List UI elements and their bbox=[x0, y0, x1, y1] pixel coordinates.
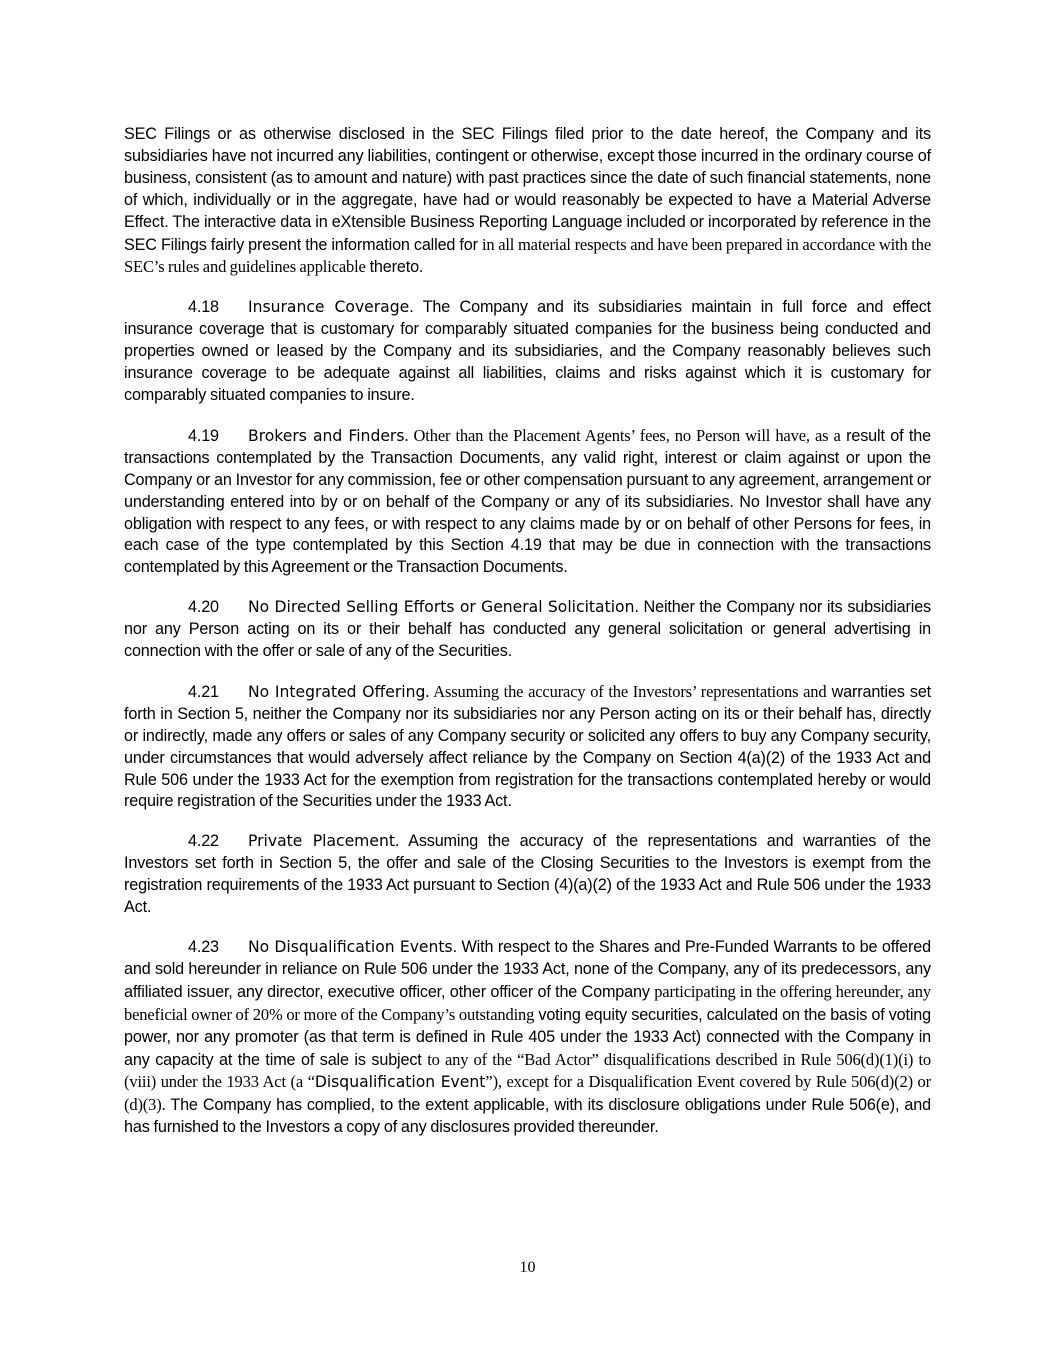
continuation-text-end: thereto. bbox=[365, 258, 424, 277]
section-4-23 bbox=[124, 937, 931, 1139]
section-title: No Directed Selling Efforts or General Solicitation bbox=[248, 598, 635, 617]
section-title: No Disqualification Events bbox=[248, 938, 453, 956]
section-body: . Neither the Company nor its subsidiaries nor any Person acting on its or their behalf has conducted any general solicitation or general advertising in connection with the offer or sale of any of the Securities. bbox=[124, 598, 931, 661]
section-4-19 bbox=[124, 425, 931, 579]
section-title: Private Placement bbox=[248, 832, 395, 851]
continuation-serif-text: in all material respects and have been prepared in accordance with the SEC’s rules and guidelines applicable bbox=[124, 234, 932, 277]
section-number: 4.18 bbox=[188, 298, 219, 317]
section-body-serif: . Assuming the accuracy of the Investors’ representations and bbox=[425, 681, 827, 701]
section-body-serif: participating in the offering hereunder, any beneficial owner of 20% or more of the Company’s outstanding bbox=[124, 981, 932, 1024]
section-number: 4.23 bbox=[188, 938, 219, 956]
section-body-end: The Company has complied, to the extent applicable, with its disclosure obligations under Rule 506(e), and has furnished to the Investors a copy of any disclosures provided thereunder. bbox=[124, 1096, 931, 1137]
section-title: No Integrated Offering bbox=[248, 682, 426, 701]
section-4-22 bbox=[124, 831, 931, 919]
section-4-20 bbox=[124, 597, 931, 663]
section-body-serif: . Other than the Placement Agents’ fees, no Person will have, as a bbox=[404, 425, 841, 445]
defined-term: Disqualification Event bbox=[314, 1073, 486, 1092]
continuation-text: SEC Filings or as otherwise disclosed in the SEC Filings filed prior to the date hereof, the Company and its subsidiaries have not incurred any liabilities, contingent or otherwise, except those incurred in the ordinary course of business, consistent (as to amount and nature) with past practices since the date of such financial statements, none of which, individually or in the aggregate, have had or would reasonably be expected to have a Material Adverse Effect. The interactive data in eXtensible Business Reporting Language included or incorporated by reference in the SEC Filings fairly present the information called for bbox=[124, 125, 931, 254]
section-title: Brokers and Finders bbox=[248, 426, 405, 445]
section-body: warranties set forth in Section 5, neither the Company nor its subsidiaries nor any Person acting on its or their behalf has, directly or indirectly, made any offers or sales of any Company security or solicited any offers to buy any Company security, under circumstances that would adversely affect reliance by the Company on Section 4(a)(2) of the 1933 Act and Rule 506 under the 1933 Act for the exemption from registration for the transactions contemplated hereby or would require registration of the Securities under the 1933 Act. bbox=[124, 682, 932, 811]
page-number: 10 bbox=[519, 1259, 536, 1276]
section-4-18 bbox=[124, 297, 931, 407]
section-body: result of the transactions contemplated by the Transaction Documents, any valid right, interest or claim against or upon the Company or an Investor for any commission, fee or other compensation pursuant to any agreement, arrangement or understanding entered into by or on behalf of the Company or any of its subsidiaries. No Investor shall have any obligation with respect to any fees, or with respect to any claims made by or on behalf of other Persons for fees, in each case of the type contemplated by this Section 4.19 that may be due in connection with the transactions contemplated by this Agreement or the Transaction Documents. bbox=[124, 426, 931, 577]
continuation-paragraph bbox=[124, 124, 931, 279]
section-body: . With respect to the Shares and Pre-Funded Warrants to be offered and sold hereunder in reliance on Rule 506 under the 1933 Act, none of the Company, any of its predecessors, any affiliated issuer, any director, executive officer, other officer of the Company bbox=[124, 938, 931, 1001]
section-number: 4.19 bbox=[188, 426, 219, 445]
section-body: . Assuming the accuracy of the representations and warranties of the Investors set forth in Section 5, the offer and sale of the Closing Securities to the Investors is exempt from the registration requirements of the 1933 Act pursuant to Section (4)(a)(2) of the 1933 Act and Rule 506 under the 1933 Act. bbox=[124, 832, 931, 917]
section-body-serif-bad-actor: to any of the “Bad Actor” disqualifications described in Rule 506(d)(1)(i) to (viii) under the 1933 Act (a “ bbox=[124, 1049, 931, 1092]
section-number: 4.20 bbox=[188, 598, 219, 617]
section-body: . The Company and its subsidiaries maintain in full force and effect insurance coverage that is customary for comparably situated companies for the business being conducted and properties owned or leased by the Company and its subsidiaries, and the Company reasonably believes such insurance coverage to be adequate against all liabilities, claims and risks against which it is customary for comparably situated companies to insure. bbox=[124, 298, 931, 404]
section-4-21 bbox=[124, 681, 931, 813]
section-number: 4.21 bbox=[188, 682, 219, 701]
section-body-continued: voting equity securities, calculated on the basis of voting power, nor any promoter (as that term is defined in Rule 405 under the 1933 Act) connected with the Company in any capacity at the time of sale is subject bbox=[124, 1005, 932, 1069]
document-page bbox=[124, 124, 931, 1157]
section-title: Insurance Coverage bbox=[248, 298, 410, 317]
section-number: 4.22 bbox=[188, 832, 219, 851]
section-body-serif-exception: ”), except for a Disqualification Event covered by Rule 506(d)(2) or (d)(3). bbox=[124, 1072, 931, 1115]
